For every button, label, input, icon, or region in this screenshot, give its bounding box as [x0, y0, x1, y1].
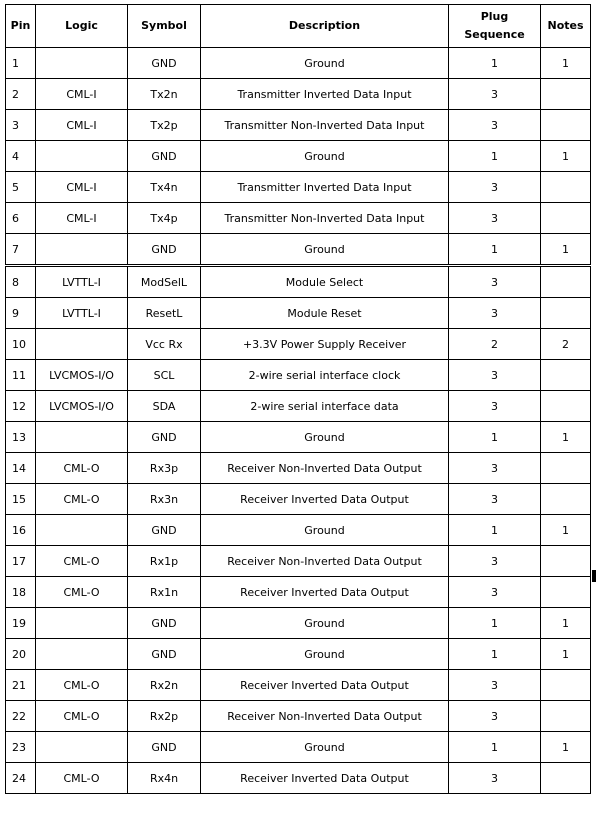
cell-notes: 2 — [541, 329, 591, 360]
header-plug-sequence: Plug Sequence — [449, 5, 541, 48]
header-pin: Pin — [6, 5, 36, 48]
cell-notes — [541, 360, 591, 391]
cell-logic: CML-O — [36, 701, 128, 732]
cell-description: Ground — [201, 515, 449, 546]
cell-symbol: Rx2p — [128, 701, 201, 732]
cell-symbol: GND — [128, 48, 201, 79]
cell-notes — [541, 453, 591, 484]
cell-logic: CML-O — [36, 763, 128, 794]
cell-symbol: Rx2n — [128, 670, 201, 701]
table-row — [6, 79, 591, 110]
cell-symbol: Tx2n — [128, 79, 201, 110]
cell-symbol: Rx3p — [128, 453, 201, 484]
table-row — [6, 329, 591, 360]
cell-pin: 4 — [6, 141, 36, 172]
cell-logic: LVCMOS-I/O — [36, 360, 128, 391]
cell-description: Module Select — [201, 266, 449, 298]
cell-symbol: Rx1n — [128, 577, 201, 608]
cell-plug-sequence: 3 — [449, 670, 541, 701]
cell-plug-sequence: 3 — [449, 701, 541, 732]
table-row — [6, 141, 591, 172]
cell-description: Transmitter Non-Inverted Data Input — [201, 110, 449, 141]
cell-description: Ground — [201, 234, 449, 266]
cell-logic — [36, 234, 128, 266]
cell-logic: CML-O — [36, 577, 128, 608]
cell-notes — [541, 203, 591, 234]
cell-logic — [36, 422, 128, 453]
cell-plug-sequence: 3 — [449, 391, 541, 422]
table-row — [6, 546, 591, 577]
cell-symbol: GND — [128, 639, 201, 670]
cell-notes — [541, 701, 591, 732]
cell-notes: 1 — [541, 48, 591, 79]
table-row — [6, 453, 591, 484]
cell-plug-sequence: 3 — [449, 453, 541, 484]
cell-description: Transmitter Non-Inverted Data Input — [201, 203, 449, 234]
table-row — [6, 172, 591, 203]
table-row — [6, 234, 591, 266]
cell-plug-sequence: 3 — [449, 203, 541, 234]
pinout-table — [5, 4, 591, 794]
cell-notes — [541, 110, 591, 141]
cell-description: Transmitter Inverted Data Input — [201, 172, 449, 203]
cell-description: Receiver Non-Inverted Data Output — [201, 546, 449, 577]
cell-symbol: SCL — [128, 360, 201, 391]
cell-plug-sequence: 3 — [449, 266, 541, 298]
cell-pin: 7 — [6, 234, 36, 266]
cell-plug-sequence: 1 — [449, 422, 541, 453]
cell-plug-sequence: 3 — [449, 172, 541, 203]
cell-notes — [541, 577, 591, 608]
table-row — [6, 515, 591, 546]
cell-description: Receiver Inverted Data Output — [201, 484, 449, 515]
cell-pin: 15 — [6, 484, 36, 515]
cell-pin: 18 — [6, 577, 36, 608]
cell-description: Ground — [201, 422, 449, 453]
cell-pin: 14 — [6, 453, 36, 484]
cell-plug-sequence: 3 — [449, 484, 541, 515]
cell-symbol: GND — [128, 234, 201, 266]
pin-rows — [6, 48, 591, 794]
cell-logic — [36, 48, 128, 79]
cell-plug-sequence: 3 — [449, 546, 541, 577]
cell-logic — [36, 608, 128, 639]
cell-plug-sequence: 1 — [449, 48, 541, 79]
cell-plug-sequence: 3 — [449, 763, 541, 794]
cell-pin: 24 — [6, 763, 36, 794]
header-notes: Notes — [541, 5, 591, 48]
cell-pin: 23 — [6, 732, 36, 763]
cell-symbol: GND — [128, 141, 201, 172]
table-row — [6, 732, 591, 763]
cell-logic — [36, 732, 128, 763]
cell-pin: 3 — [6, 110, 36, 141]
table-row — [6, 701, 591, 732]
cell-description: Ground — [201, 48, 449, 79]
table-row — [6, 266, 591, 298]
cell-pin: 20 — [6, 639, 36, 670]
cell-logic: LVTTL-I — [36, 266, 128, 298]
cell-symbol: ResetL — [128, 298, 201, 329]
cell-logic: CML-O — [36, 670, 128, 701]
table-row — [6, 110, 591, 141]
table-row — [6, 298, 591, 329]
header-logic: Logic — [36, 5, 128, 48]
cell-symbol: ModSelL — [128, 266, 201, 298]
cell-plug-sequence: 1 — [449, 608, 541, 639]
cell-notes: 1 — [541, 422, 591, 453]
cell-description: 2-wire serial interface clock — [201, 360, 449, 391]
cell-symbol: GND — [128, 422, 201, 453]
header-description: Description — [201, 5, 449, 48]
cell-plug-sequence: 2 — [449, 329, 541, 360]
cell-pin: 9 — [6, 298, 36, 329]
cell-description: Ground — [201, 141, 449, 172]
cell-notes: 1 — [541, 732, 591, 763]
cell-logic: CML-O — [36, 484, 128, 515]
cell-logic — [36, 141, 128, 172]
cell-description: Receiver Inverted Data Output — [201, 670, 449, 701]
cell-logic: CML-O — [36, 546, 128, 577]
cell-pin: 1 — [6, 48, 36, 79]
cell-description: Module Reset — [201, 298, 449, 329]
cell-plug-sequence: 3 — [449, 577, 541, 608]
cell-description: +3.3V Power Supply Receiver — [201, 329, 449, 360]
cell-plug-sequence: 1 — [449, 234, 541, 266]
cell-logic: LVCMOS-I/O — [36, 391, 128, 422]
cell-description: Receiver Non-Inverted Data Output — [201, 453, 449, 484]
cell-pin: 22 — [6, 701, 36, 732]
cell-notes — [541, 172, 591, 203]
cell-pin: 12 — [6, 391, 36, 422]
cell-notes — [541, 391, 591, 422]
cell-logic: CML-I — [36, 110, 128, 141]
table-row — [6, 763, 591, 794]
cell-symbol: Rx4n — [128, 763, 201, 794]
table-row — [6, 639, 591, 670]
cell-description: Transmitter Inverted Data Input — [201, 79, 449, 110]
cell-symbol: Vcc Rx — [128, 329, 201, 360]
cell-description: Receiver Non-Inverted Data Output — [201, 701, 449, 732]
cell-description: Receiver Inverted Data Output — [201, 763, 449, 794]
cell-symbol: Tx2p — [128, 110, 201, 141]
cell-notes — [541, 670, 591, 701]
cell-description: Receiver Inverted Data Output — [201, 577, 449, 608]
cell-pin: 2 — [6, 79, 36, 110]
cell-notes: 1 — [541, 639, 591, 670]
cell-symbol: GND — [128, 515, 201, 546]
cell-notes — [541, 546, 591, 577]
cell-symbol: SDA — [128, 391, 201, 422]
cell-notes: 1 — [541, 608, 591, 639]
cell-plug-sequence: 3 — [449, 110, 541, 141]
edge-marker — [592, 570, 596, 582]
cell-symbol: Rx3n — [128, 484, 201, 515]
cell-pin: 13 — [6, 422, 36, 453]
cell-symbol: Tx4n — [128, 172, 201, 203]
cell-plug-sequence: 1 — [449, 732, 541, 763]
cell-logic: LVTTL-I — [36, 298, 128, 329]
cell-plug-sequence: 3 — [449, 298, 541, 329]
table-row — [6, 484, 591, 515]
cell-symbol: Rx1p — [128, 546, 201, 577]
cell-plug-sequence: 3 — [449, 79, 541, 110]
cell-logic — [36, 515, 128, 546]
table-row — [6, 422, 591, 453]
table-row — [6, 577, 591, 608]
cell-notes: 1 — [541, 141, 591, 172]
cell-logic: CML-O — [36, 453, 128, 484]
cell-pin: 19 — [6, 608, 36, 639]
header-symbol: Symbol — [128, 5, 201, 48]
cell-plug-sequence: 3 — [449, 360, 541, 391]
table-row — [6, 391, 591, 422]
cell-notes — [541, 79, 591, 110]
cell-logic: CML-I — [36, 203, 128, 234]
table-row — [6, 608, 591, 639]
table-row — [6, 360, 591, 391]
table-row — [6, 203, 591, 234]
cell-notes: 1 — [541, 234, 591, 266]
cell-pin: 16 — [6, 515, 36, 546]
cell-description: Ground — [201, 732, 449, 763]
cell-notes — [541, 266, 591, 298]
cell-logic — [36, 329, 128, 360]
cell-pin: 10 — [6, 329, 36, 360]
cell-plug-sequence: 1 — [449, 141, 541, 172]
cell-pin: 6 — [6, 203, 36, 234]
cell-notes — [541, 763, 591, 794]
cell-notes: 1 — [541, 515, 591, 546]
cell-pin: 8 — [6, 266, 36, 298]
cell-description: 2-wire serial interface data — [201, 391, 449, 422]
cell-logic — [36, 639, 128, 670]
cell-description: Ground — [201, 608, 449, 639]
cell-pin: 17 — [6, 546, 36, 577]
cell-logic: CML-I — [36, 172, 128, 203]
cell-pin: 11 — [6, 360, 36, 391]
cell-symbol: Tx4p — [128, 203, 201, 234]
cell-logic: CML-I — [36, 79, 128, 110]
cell-plug-sequence: 1 — [449, 515, 541, 546]
cell-notes — [541, 484, 591, 515]
cell-notes — [541, 298, 591, 329]
cell-description: Ground — [201, 639, 449, 670]
cell-plug-sequence: 1 — [449, 639, 541, 670]
cell-symbol: GND — [128, 732, 201, 763]
table-row — [6, 48, 591, 79]
header-row — [6, 5, 591, 48]
cell-symbol: GND — [128, 608, 201, 639]
cell-pin: 5 — [6, 172, 36, 203]
table-row — [6, 670, 591, 701]
cell-pin: 21 — [6, 670, 36, 701]
